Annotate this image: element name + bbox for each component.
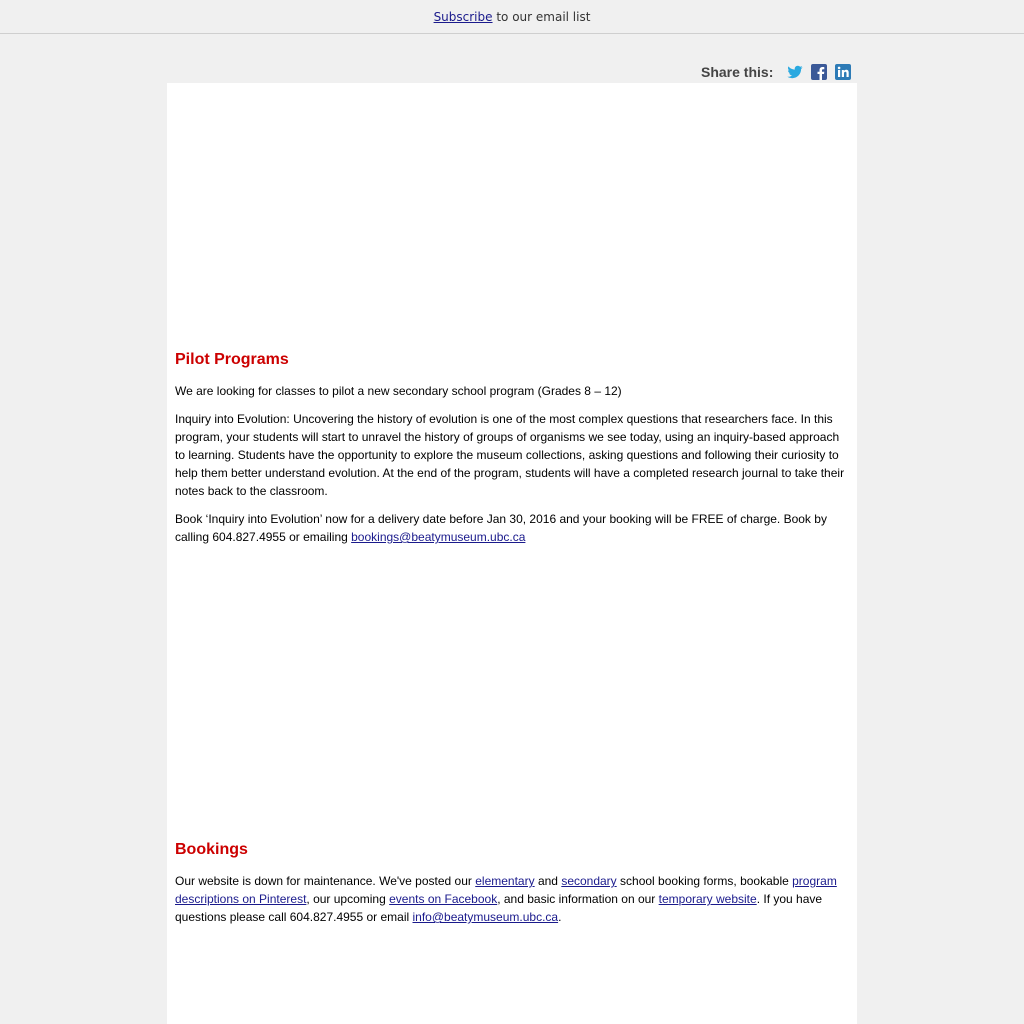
share-label: Share this: (701, 64, 774, 80)
bookings-copy-2: and (534, 874, 562, 888)
bookings-copy-7: . (558, 910, 562, 924)
bookings-copy-1: Our website is down for maintenance. We've posted our (175, 874, 476, 888)
bookings-heading: Bookings (175, 841, 248, 858)
share-bar (690, 60, 860, 84)
pilot-intro-text: We are looking for classes to pilot a new secondary school program (Grades 8 – 12) (175, 384, 622, 398)
pilot-booking-text (175, 510, 851, 546)
info-email-link[interactable]: info@beatymuseum.ubc.ca (412, 910, 559, 924)
temporary-website-link[interactable]: temporary website (658, 892, 757, 906)
subscribe-bar (0, 0, 1024, 34)
newsletter-content (167, 83, 857, 1024)
linkedin-icon[interactable] (835, 64, 851, 80)
elementary-link[interactable]: elementary (475, 874, 535, 888)
bookings-email-link[interactable]: bookings@beatymuseum.ubc.ca (351, 530, 526, 544)
bookings-copy-6: . If you have questions please call 604.827.4955 or email (175, 892, 823, 924)
facebook-events-link[interactable]: events on Facebook (389, 892, 498, 906)
secondary-link[interactable]: secondary (561, 874, 617, 888)
pinterest-link[interactable]: program descriptions on Pinterest (175, 874, 837, 906)
twitter-icon[interactable] (787, 64, 803, 80)
subscribe-text: to our email list (492, 10, 591, 24)
bookings-copy-3: school booking forms, bookable (616, 874, 793, 888)
facebook-icon[interactable] (811, 64, 827, 80)
pilot-booking-copy: Book ‘Inquiry into Evolution’ now for a delivery date before Jan 30, 2016 and your booking will be FREE of charge. Book by calling 604.827.4955 or emailing (175, 512, 827, 544)
pilot-description-text: Inquiry into Evolution: Uncovering the history of evolution is one of the most complex questions that researchers face. In this program, your students will start to unravel the history of groups of organisms we see today, using an inquiry-based approach to learning. Students have the opportunity to explore the museum collections, asking questions and following their curiosity to help them better understand evolution. At the end of the program, students will have a completed research journal to take their notes back to the classroom. (175, 412, 845, 498)
bookings-copy-4: , our upcoming (306, 892, 390, 906)
bookings-text (175, 872, 851, 926)
bookings-copy-5: , and basic information on our (497, 892, 659, 906)
subscribe-link[interactable]: Subscribe (433, 10, 493, 24)
pilot-programs-heading: Pilot Programs (175, 351, 289, 368)
